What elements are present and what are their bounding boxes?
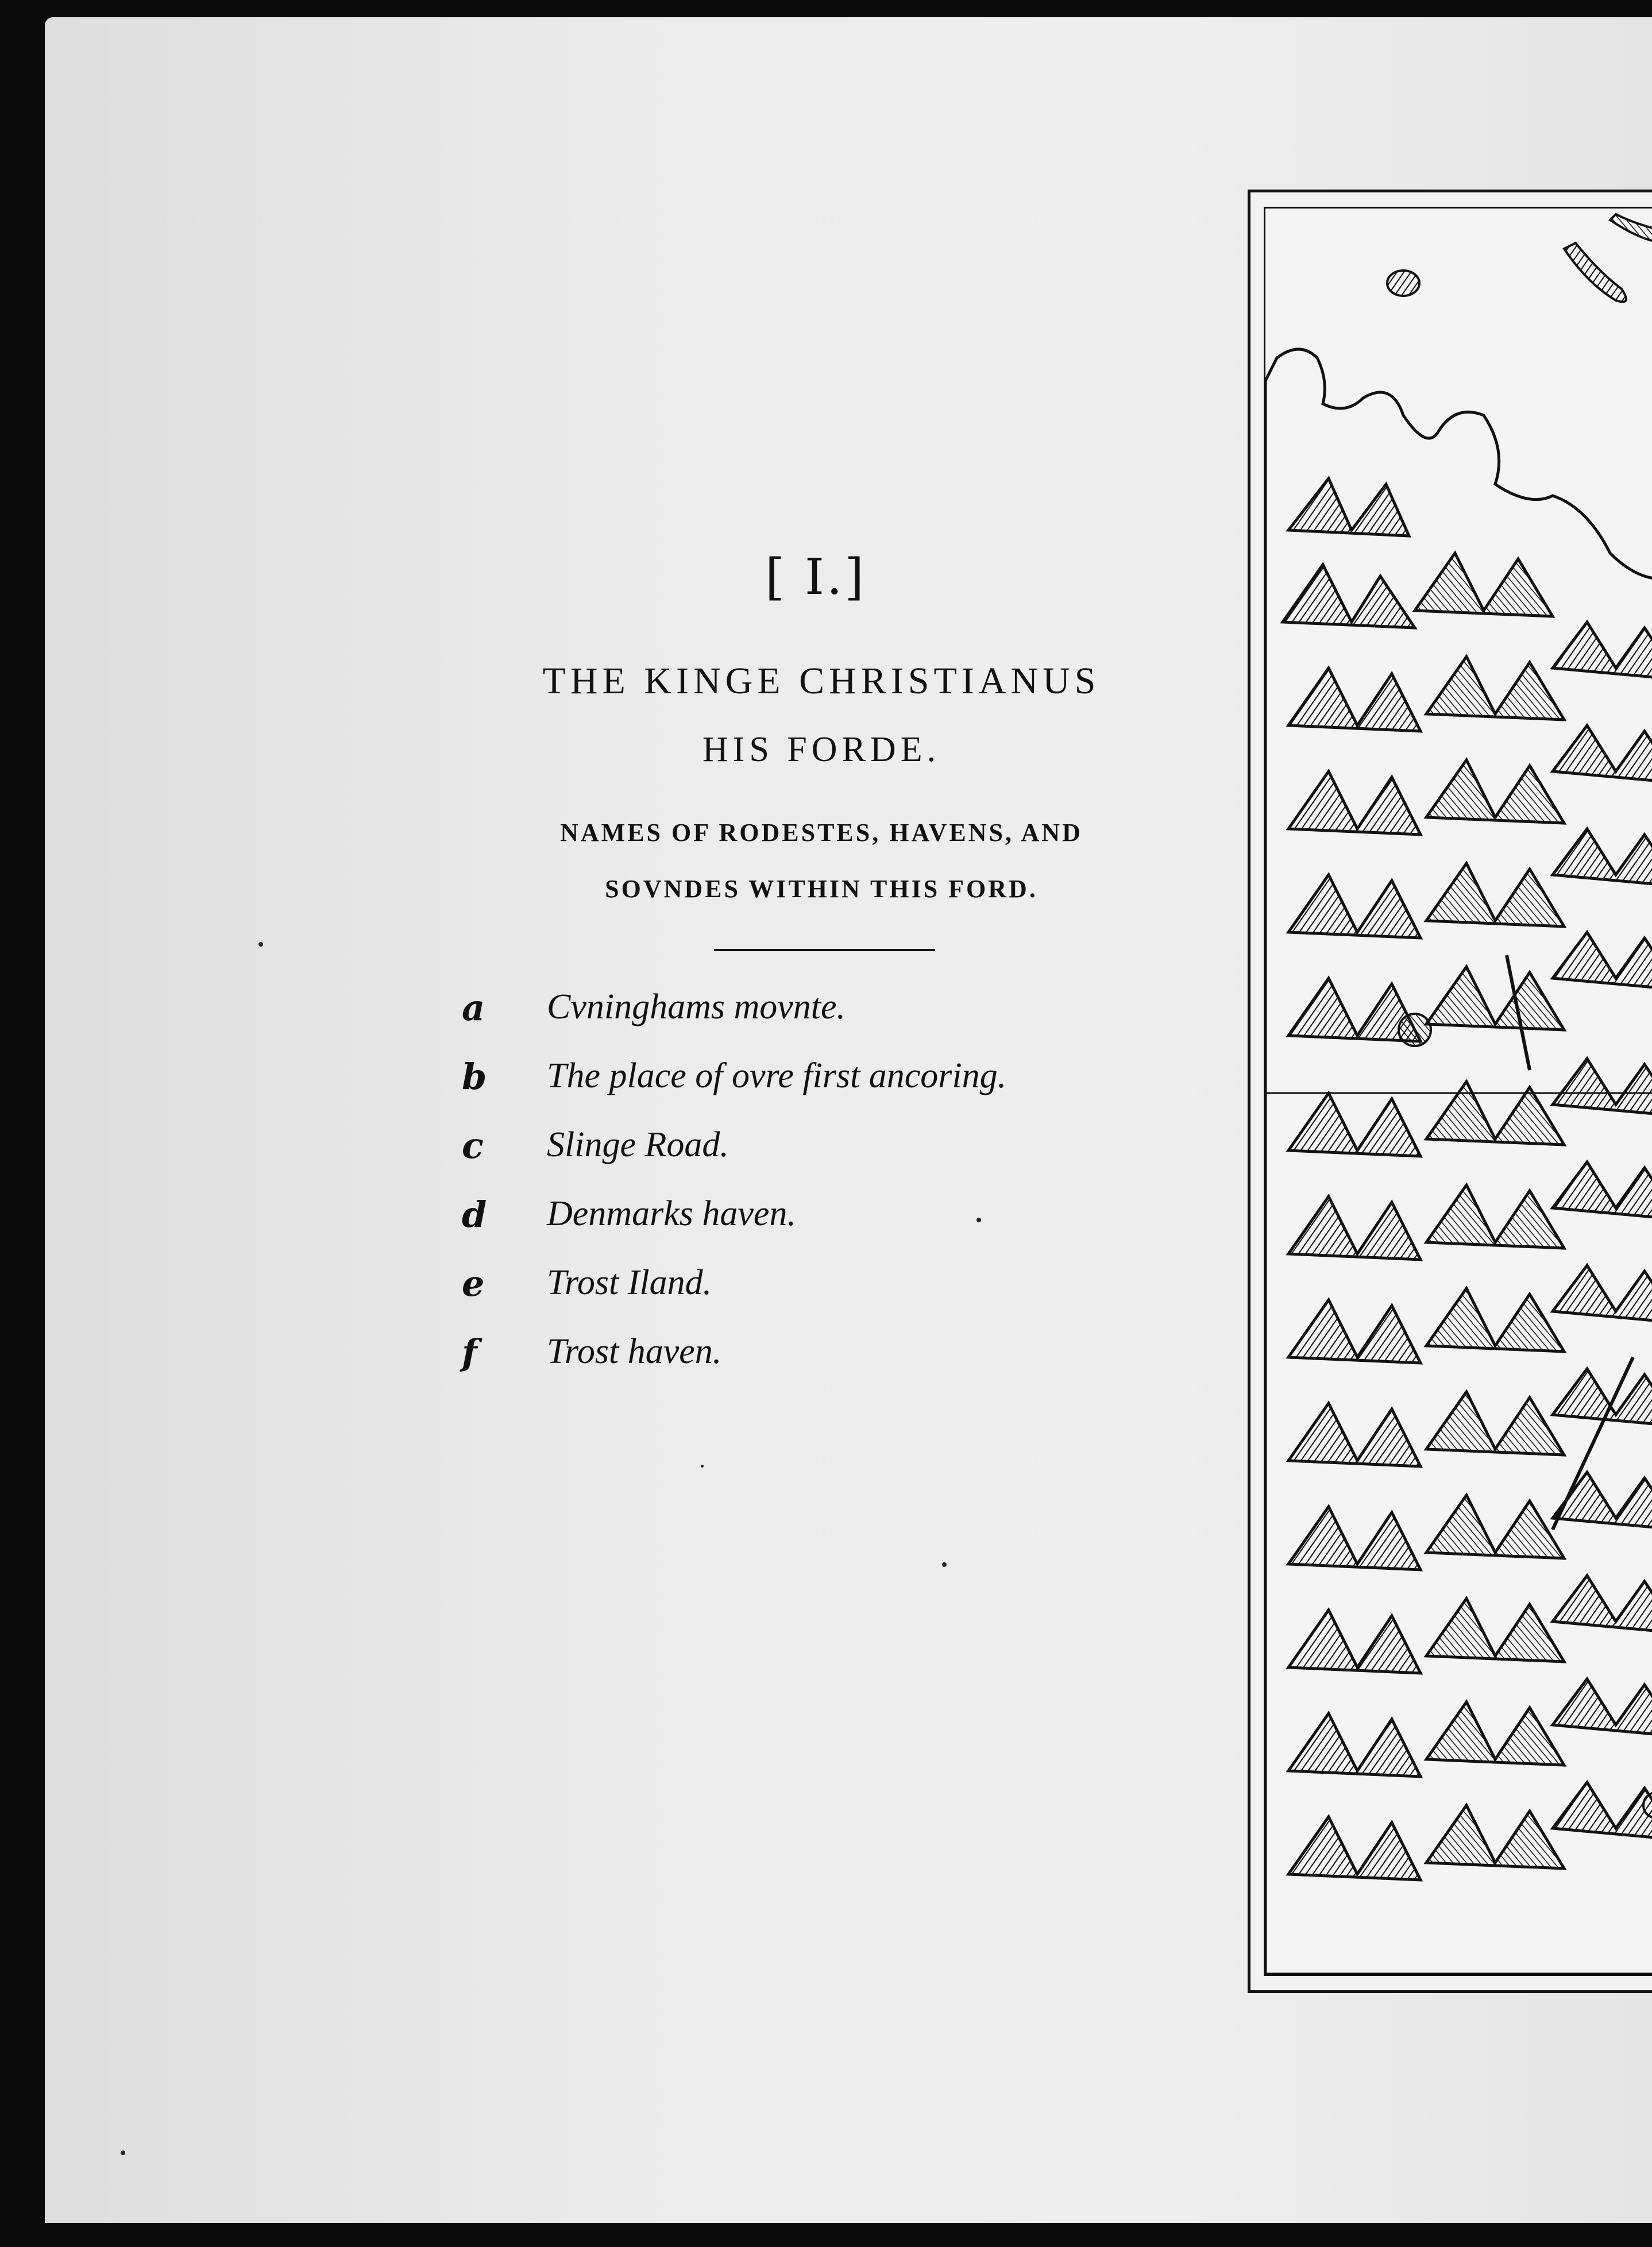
legend-item bbox=[460, 1125, 1206, 1194]
legend-item bbox=[460, 1263, 1206, 1331]
legend-key: a bbox=[462, 987, 485, 1029]
legend-item bbox=[460, 1056, 1206, 1125]
legend-key: d bbox=[462, 1194, 487, 1236]
legend-label: Slinge Road. bbox=[547, 1125, 729, 1164]
legend-label: Denmarks haven. bbox=[547, 1194, 796, 1233]
legend-key: c bbox=[462, 1125, 484, 1167]
legend-label: Cvninghams movnte. bbox=[547, 987, 846, 1026]
legend-key: b bbox=[462, 1056, 487, 1098]
legend-item bbox=[460, 987, 1206, 1056]
ink-speck bbox=[121, 2151, 125, 2155]
map-legend bbox=[460, 987, 1206, 1400]
engraved-map bbox=[1264, 207, 1652, 1976]
legend-label: Trost Iland. bbox=[547, 1263, 712, 1302]
legend-item bbox=[460, 1331, 1206, 1400]
engraved-mountain-map-icon bbox=[1265, 209, 1652, 1974]
legend-label: The place of ovre first ancoring. bbox=[547, 1056, 1007, 1095]
page-title-line-1: THE KINGE CHRISTIANUS bbox=[542, 660, 1101, 702]
legend-label: Trost haven. bbox=[547, 1332, 722, 1371]
subtitle-line-1: NAMES OF RODESTES, HAVENS, AND bbox=[560, 819, 1083, 847]
section-number: [ I.] bbox=[765, 549, 866, 606]
legend-key: f bbox=[462, 1331, 477, 1373]
legend-key: e bbox=[462, 1263, 485, 1304]
subtitle-line-2: SOVNDES WITHIN THIS FORD. bbox=[605, 875, 1038, 903]
page-title-line-2: HIS FORDE. bbox=[702, 730, 941, 769]
ink-speck bbox=[258, 942, 263, 947]
legend-item bbox=[460, 1194, 1206, 1263]
ink-speck bbox=[942, 1562, 947, 1567]
divider-rule bbox=[714, 949, 935, 951]
ink-speck bbox=[701, 1465, 704, 1468]
